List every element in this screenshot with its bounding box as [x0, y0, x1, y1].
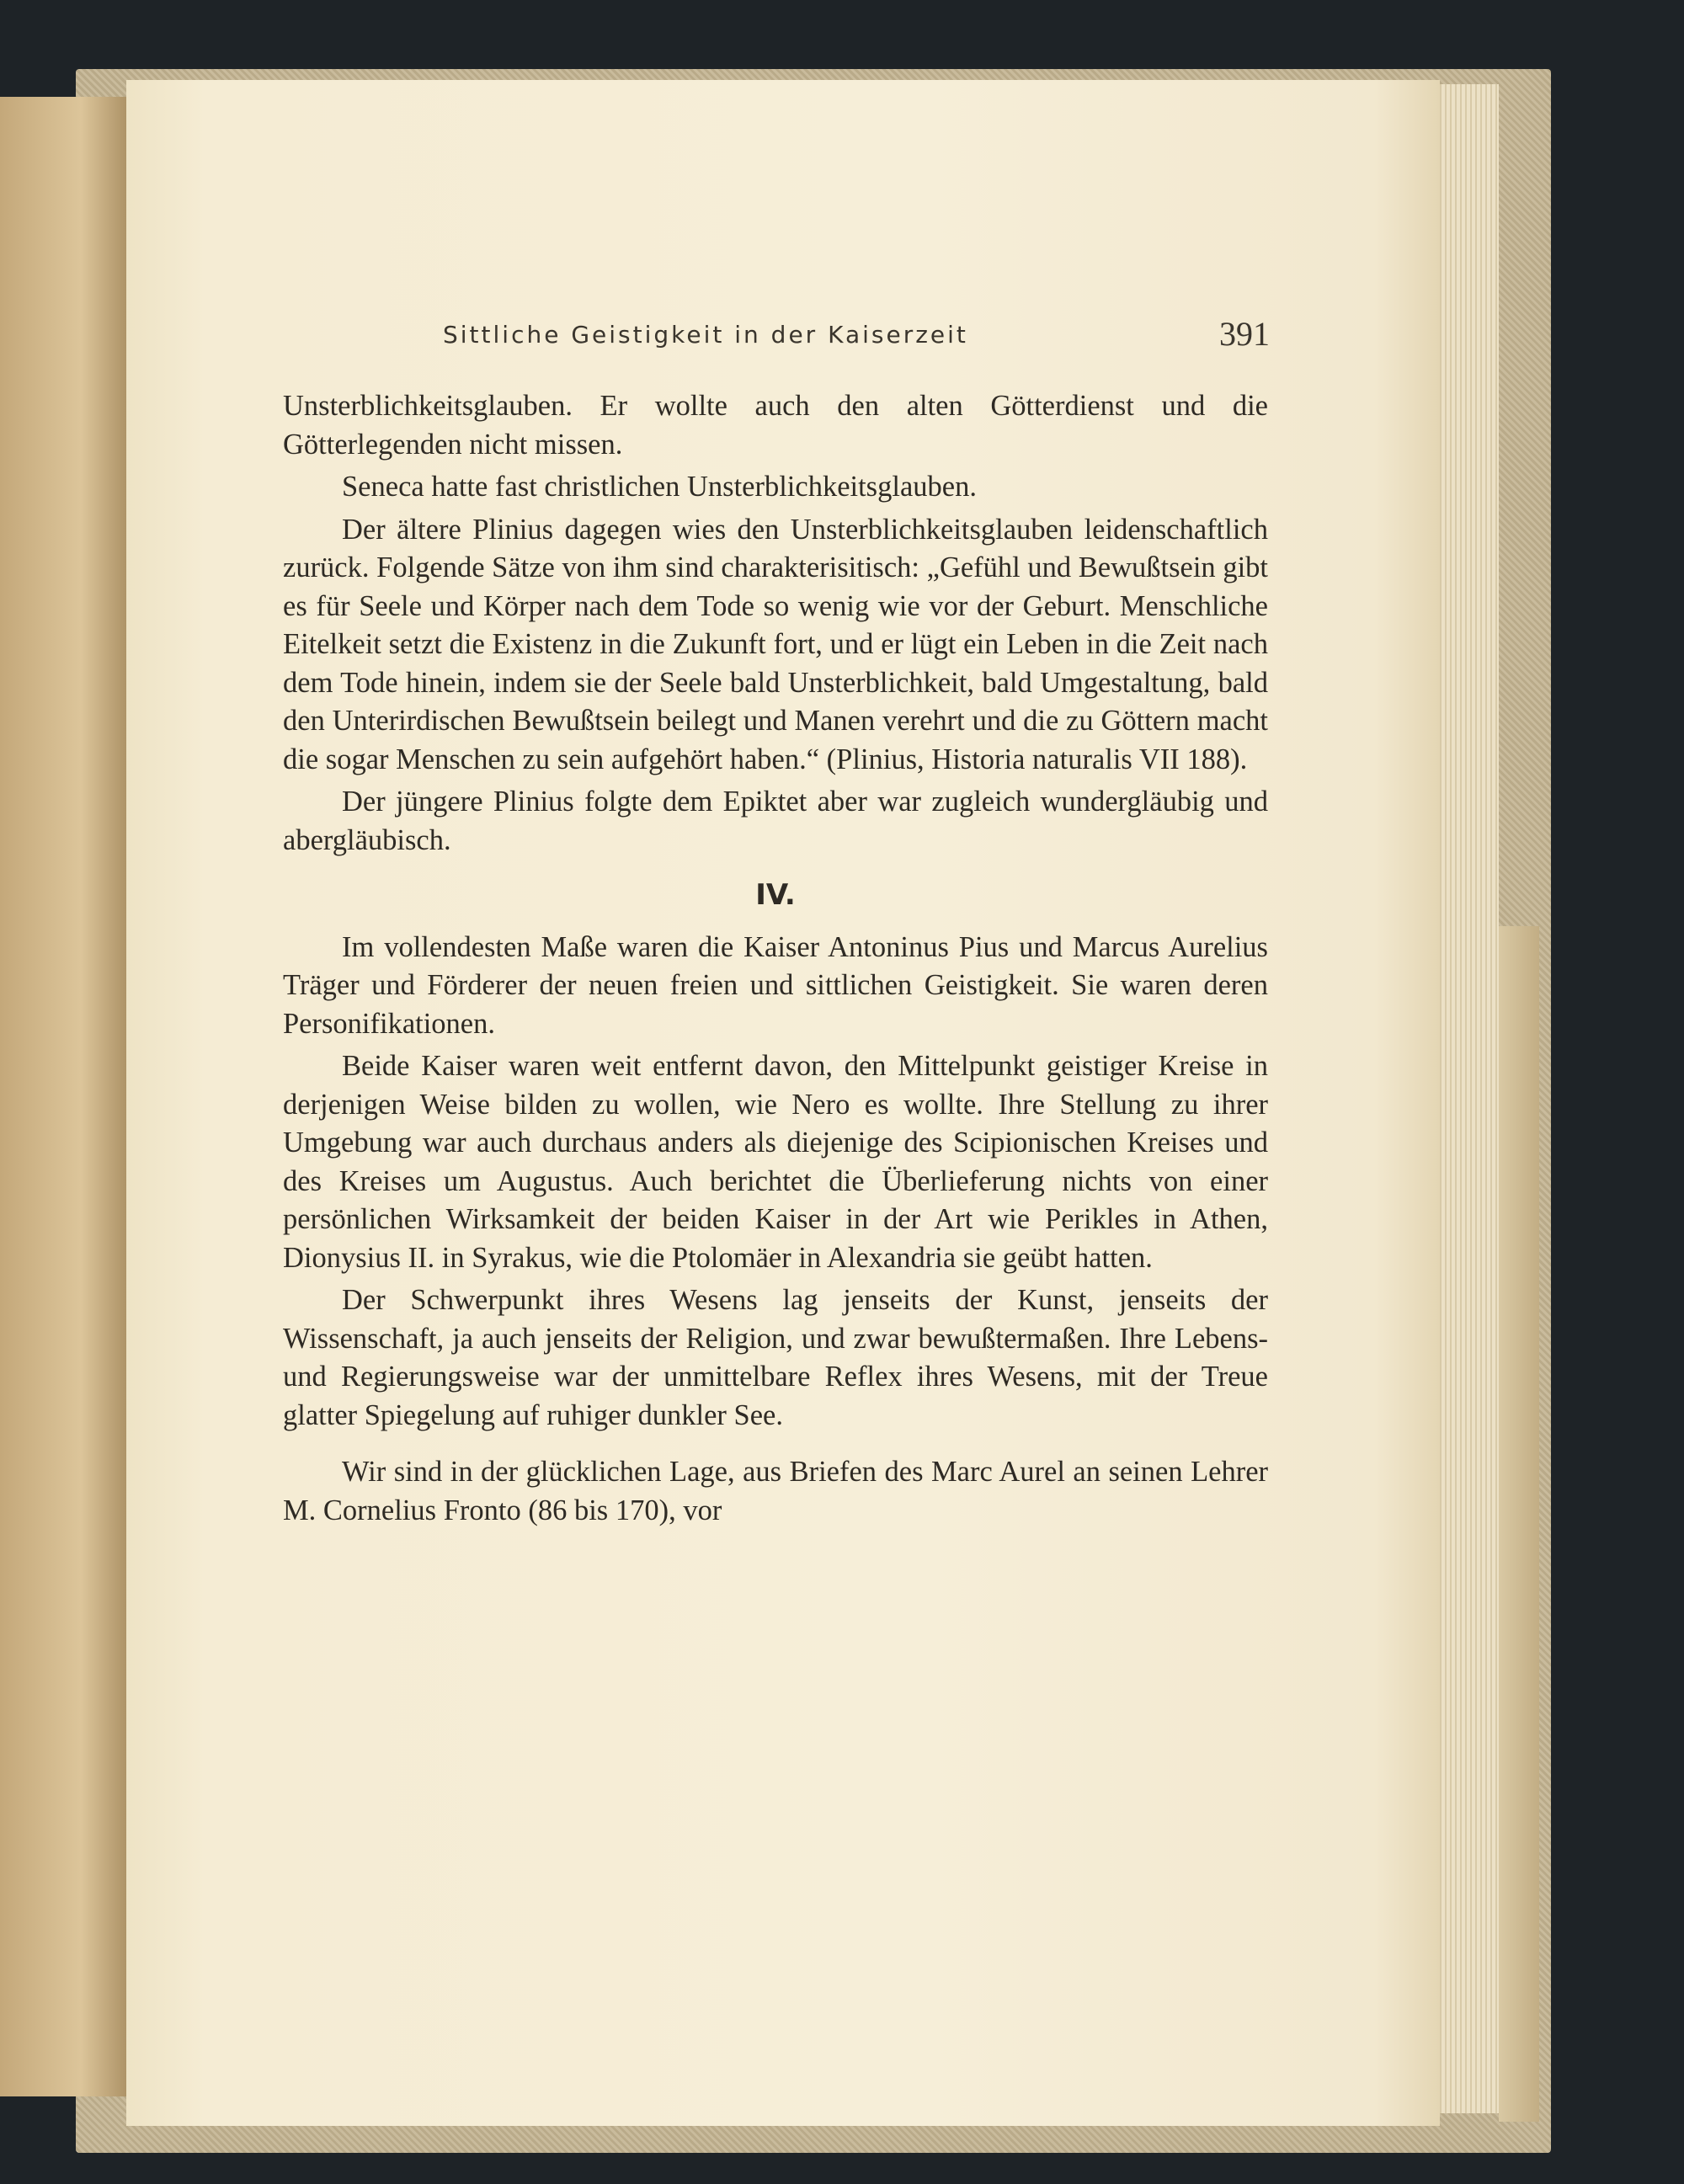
paragraph: Der jüngere Plinius folgte dem Epiktet aber war zugleich wundergläubig und abergläubisch. — [283, 786, 1268, 856]
paragraph: Unsterblichkeitsglauben. Er wollte auch den alten Götterdienst und die Götterlegenden nicht missen. — [283, 390, 1268, 461]
page-tab — [1499, 926, 1539, 2122]
paragraph: Der ältere Plinius dagegen wies den Unsterblichkeitsglauben leidenschaftlich zurück. Folgende Sätze von ihm sind charakterisitisch: „Gefühl und Bewußtsein gibt es für Seele und Körper nach dem Tode so wenig wie vor der Geburt. Menschliche Eitelkeit setzt die Existenz in die Zukunft fort, und er lügt ein Leben in die Zeit nach dem Tode hinein, indem sie der Seele bald Unsterblichkeit, bald Umgestaltung, bald den Unterirdischen Bewußtsein beilegt und Manen verehrt und die zu Göttern macht die sogar Menschen zu sein aufgehört haben.“ (Plinius, Historia naturalis VII 188). — [283, 513, 1268, 775]
page-number: 391 — [1219, 315, 1270, 353]
running-title: Sittliche Geistigkeit in der Kaiserzeit — [443, 321, 968, 349]
left-page-edge — [0, 97, 135, 2096]
paragraph: Wir sind in der glücklichen Lage, aus Briefen des Marc Aurel an seinen Lehrer M. Cornelius Fronto (86 bis 170), vor — [283, 1456, 1268, 1526]
paragraph: Im vollendesten Maße waren die Kaiser Antoninus Pius und Marcus Aurelius Träger und Förderer der neuen freien und sittlichen Geistigkeit. Sie waren deren Personifikationen. — [283, 930, 1268, 1040]
book-page — [126, 80, 1440, 2126]
section-heading: IV. — [755, 878, 796, 912]
paragraph: Beide Kaiser waren weit entfernt davon, den Mittelpunkt geistiger Kreise in derjenigen Weise bilden zu wollen, wie Nero es wollte. Ihre Stellung zu ihrer Umgebung war auch durchaus anders als diejenige des Scipionischen Kreises und des Kreises um Augustus. Auch berichtet die Überlieferung nichts von einer persönlichen Wirksamkeit der beiden Kaiser in der Art wie Perikles in Athen, Dionysius II. in Syrakus, wie die Ptolomäer in Alexandria sie geübt hatten. — [283, 1050, 1268, 1274]
running-head — [443, 315, 1270, 371]
text-block — [283, 387, 1268, 1530]
paragraph: Der Schwerpunkt ihres Wesens lag jenseits der Kunst, jenseits der Wissenschaft, ja auch jenseits der Religion, und zwar bewußtermaßen. Ihre Lebens- und Regierungsweise war der unmittelbare Reflex ihres Wesens, mit der Treue glatter Spiegelung auf ruhiger dunkler See. — [283, 1284, 1268, 1431]
paragraph: Seneca hatte fast christlichen Unsterblichkeitsglauben. — [342, 471, 977, 503]
page-stack-edge — [1431, 84, 1499, 2113]
